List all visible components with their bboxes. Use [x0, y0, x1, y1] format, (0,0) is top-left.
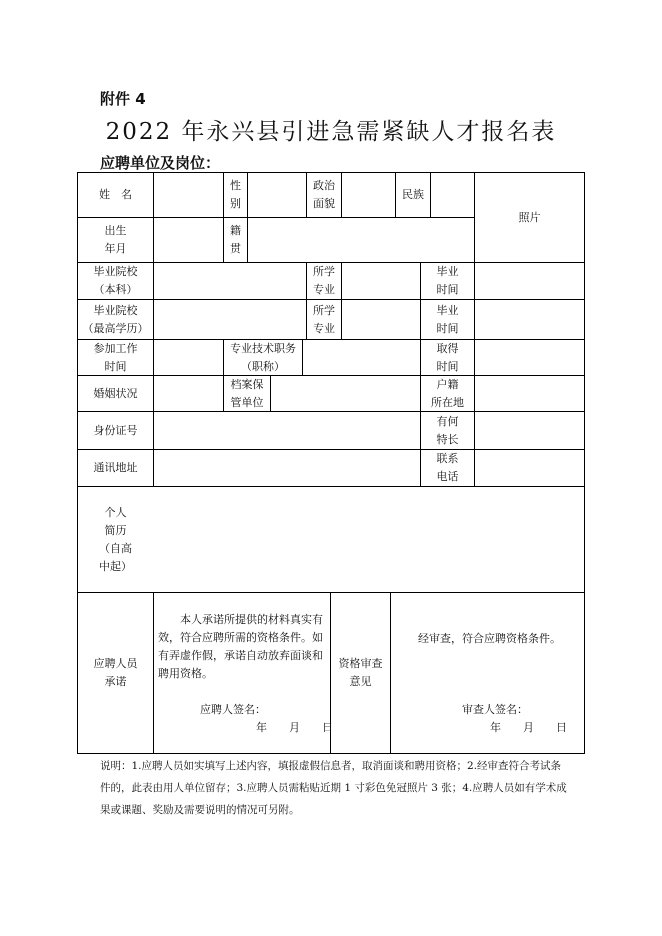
unit-position-label: 应聘单位及岗位：	[100, 154, 221, 172]
phone-label: 联系 电话	[436, 452, 459, 483]
name-label: 姓 名	[99, 188, 132, 201]
grad-time-highest-field[interactable]	[475, 300, 584, 339]
major-bachelor-field[interactable]	[342, 263, 420, 299]
obtain-time-field[interactable]	[475, 340, 584, 375]
marital-status-field[interactable]	[154, 376, 223, 411]
major-highest-label: 所学 专业	[313, 303, 335, 335]
pledge-text: 本人承诺所提供的材料真实有效，符合应聘所需的资格条件。如有弄虚作假，承诺自动放弃面谈和聘用资格。	[158, 613, 323, 680]
footnote: 说明：1.应聘人员如实填写上述内容，填报虚假信息者，取消面谈和聘用资格；2.经审查符合考试条件的，此表由用人单位留存；3.应聘人员需粘贴近期 1 寸彩色免冠照片 3 张；4.应聘人员如有学术成果或课题、奖励及需要说明的情况可另附。	[100, 760, 567, 816]
grad-time-bachelor-label: 毕业 时间	[436, 265, 459, 296]
school-highest-field[interactable]	[154, 300, 306, 339]
work-start-label: 参加工作 时间	[93, 341, 138, 373]
obtain-time-label: 取得 时间	[436, 341, 459, 373]
grad-time-highest-label: 毕业 时间	[436, 303, 459, 335]
id-number-label: 身份证号	[93, 423, 138, 437]
gender-field[interactable]	[248, 173, 306, 217]
school-bachelor-label: 毕业院校 （本科）	[93, 265, 138, 296]
grad-time-bachelor-field[interactable]	[475, 263, 584, 299]
address-field[interactable]	[154, 450, 420, 486]
name-field[interactable]	[154, 173, 223, 217]
native-place-field[interactable]	[248, 218, 474, 262]
applicant-date-label: 年 月 日	[256, 721, 333, 734]
marital-status-label: 婚姻状况	[93, 386, 138, 400]
review-opinion-text: 经审查，符合应聘资格条件。	[418, 632, 561, 645]
resume-field[interactable]	[154, 487, 584, 592]
address-label: 通讯地址	[93, 461, 138, 474]
major-bachelor-label: 所学 专业	[313, 265, 335, 296]
attachment-label: 附件 4	[100, 90, 146, 108]
work-start-field[interactable]	[154, 340, 223, 375]
hukou-label: 户籍 所在地	[431, 377, 464, 409]
school-highest-label: 毕业院校 （最高学历）	[82, 303, 149, 335]
archive-unit-field[interactable]	[271, 376, 420, 411]
native-place-label: 籍 贯	[230, 224, 241, 255]
photo-placeholder[interactable]: 照片	[518, 210, 541, 224]
resume-label: 个人 简历 （自高 中起）	[99, 505, 132, 573]
gender-label: 性 别	[230, 179, 241, 210]
reviewer-signature-label: 审查人签名：	[462, 703, 528, 716]
reviewer-date-label: 年 月 日	[490, 721, 567, 734]
ethnicity-field[interactable]	[431, 173, 474, 217]
form-title: 2022 年永兴县引进急需紧缺人才报名表	[105, 119, 557, 145]
review-label: 资格审查 意见	[338, 657, 383, 688]
hukou-field[interactable]	[475, 376, 584, 411]
phone-field[interactable]	[475, 450, 584, 486]
school-bachelor-field[interactable]	[154, 263, 306, 299]
major-highest-field[interactable]	[342, 300, 420, 339]
ethnicity-label: 民族	[402, 188, 424, 201]
political-status-label: 政治 面貌	[313, 179, 335, 210]
birth-date-label: 出生 年月	[104, 224, 127, 255]
specialty-field[interactable]	[475, 412, 584, 449]
specialty-label: 有何 特长	[436, 414, 459, 446]
applicant-signature-label: 应聘人签名：	[200, 703, 266, 716]
birth-date-field[interactable]	[154, 218, 223, 262]
professional-title-field[interactable]	[303, 340, 420, 375]
political-status-field[interactable]	[342, 173, 395, 217]
pledge-label: 应聘人员 承诺	[93, 657, 138, 688]
id-number-field[interactable]	[154, 412, 420, 449]
professional-title-label: 专业技术职务 （职称）	[230, 341, 296, 373]
archive-unit-label: 档案保 管单位	[230, 377, 264, 409]
